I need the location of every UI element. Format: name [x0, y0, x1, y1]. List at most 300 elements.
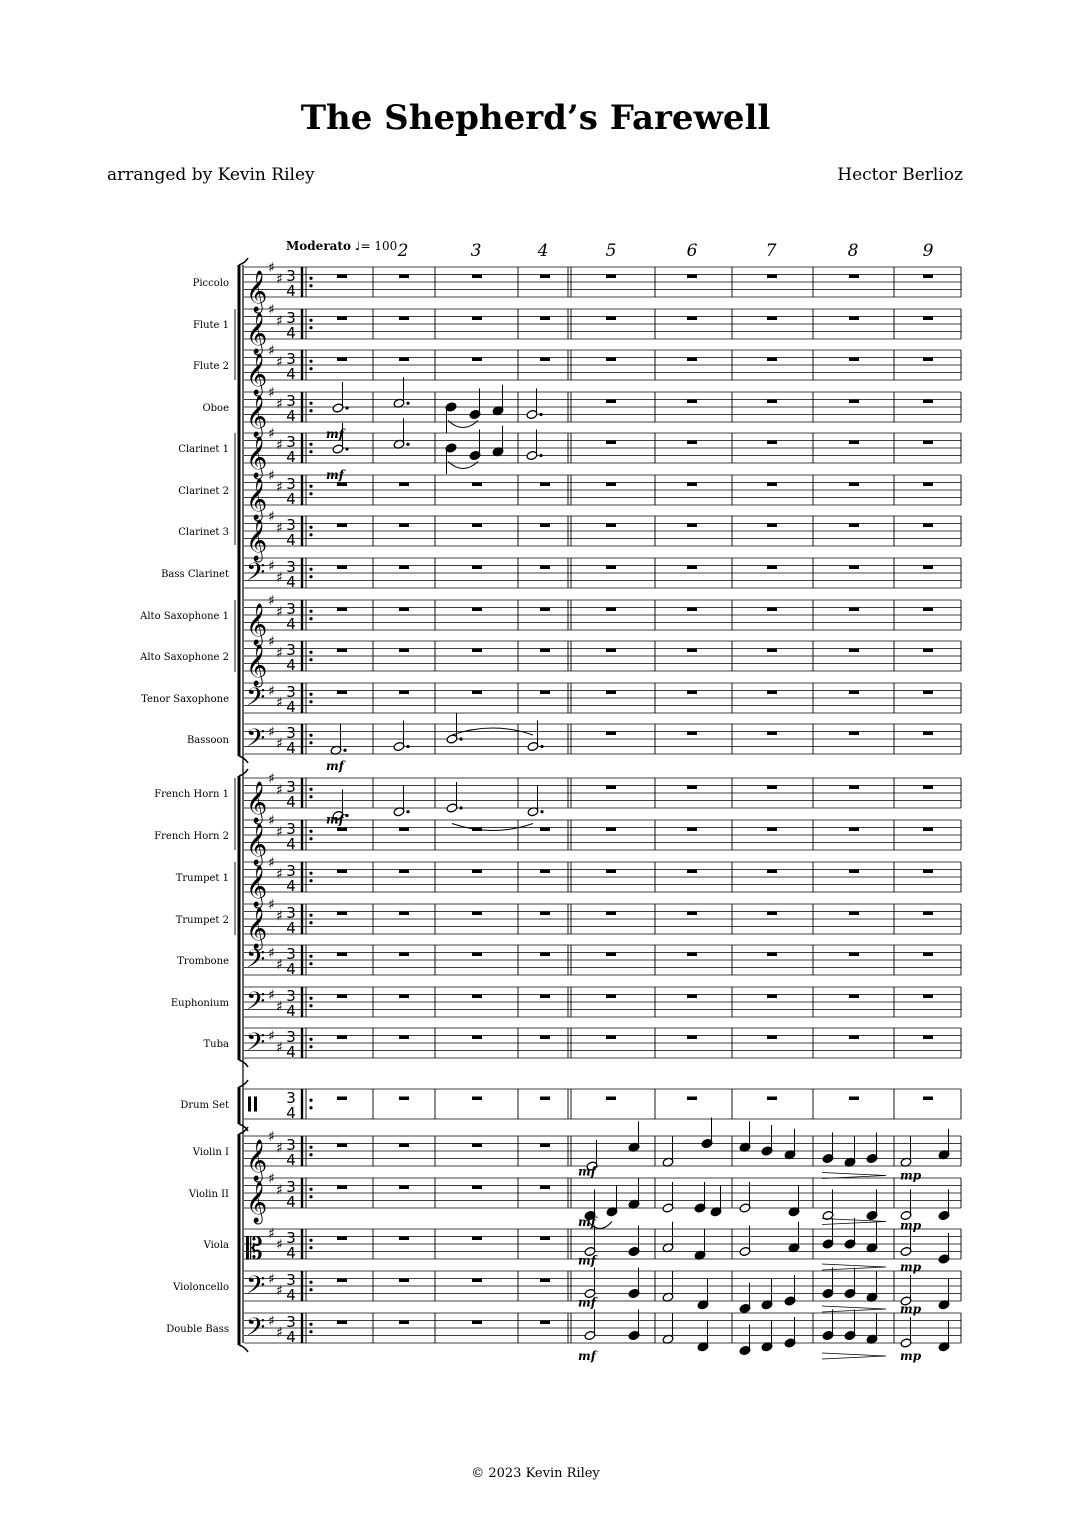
quarter-note-icon: ♩ — [354, 239, 361, 253]
time-signature-bottom: 4 — [286, 960, 296, 978]
bass-clef-icon: 𝄢 — [246, 1313, 266, 1348]
whole-rest — [767, 441, 777, 445]
whole-rest — [767, 317, 777, 321]
whole-rest — [337, 1237, 347, 1241]
repeat-dot — [309, 1246, 312, 1249]
time-signature-bottom: 4 — [286, 324, 296, 342]
time-signature-bottom: 4 — [286, 490, 296, 508]
tempo-bpm: = 100 — [360, 239, 398, 253]
augmentation-dot — [539, 413, 542, 416]
whole-rest — [399, 1186, 409, 1190]
staff-bass-clarinet — [244, 558, 961, 588]
staff-violin-ii — [244, 1178, 961, 1208]
whole-rest — [472, 1144, 482, 1148]
time-signature-bottom: 4 — [286, 531, 296, 549]
repeat-dot — [309, 1188, 312, 1191]
repeat-dot — [309, 319, 312, 322]
measure-number: 3 — [470, 241, 482, 261]
treble-clef-icon: 𝄞 — [246, 645, 268, 686]
time-signature-top: 3 — [286, 433, 296, 451]
whole-rest — [923, 870, 933, 874]
time-signature-bottom: 4 — [286, 1193, 296, 1211]
whole-rest — [767, 995, 777, 999]
whole-rest — [399, 870, 409, 874]
staff-french-horn-1 — [244, 778, 961, 808]
sharp-icon: ♯ — [268, 509, 275, 525]
sharp-icon: ♯ — [276, 1140, 283, 1157]
time-signature-top: 3 — [286, 558, 296, 576]
slur — [448, 462, 478, 469]
whole-rest — [849, 953, 859, 957]
whole-rest — [540, 566, 550, 570]
whole-rest — [472, 524, 482, 528]
whole-rest — [923, 524, 933, 528]
repeat-dot — [309, 955, 312, 958]
whole-rest — [399, 1144, 409, 1148]
whole-rest — [767, 691, 777, 695]
whole-rest — [923, 566, 933, 570]
repeat-dot — [309, 1288, 312, 1291]
sharp-icon: ♯ — [268, 724, 275, 741]
measure-number: 6 — [686, 241, 698, 261]
whole-rest — [849, 995, 859, 999]
whole-rest — [337, 995, 347, 999]
sharp-icon: ♯ — [276, 271, 283, 288]
whole-rest — [540, 1279, 550, 1283]
repeat-dot — [309, 788, 312, 791]
whole-rest — [687, 483, 697, 487]
time-signature-top: 3 — [286, 945, 296, 963]
dynamic-mp: mp — [900, 1349, 922, 1363]
repeat-dot — [309, 914, 312, 917]
augmentation-dot — [459, 806, 462, 809]
sharp-icon: ♯ — [268, 385, 275, 401]
sharp-icon: ♯ — [276, 782, 283, 799]
whole-rest — [472, 608, 482, 612]
whole-rest — [767, 1097, 777, 1101]
repeat-dot — [309, 402, 312, 405]
instrument-name: Violin II — [188, 1189, 229, 1200]
whole-rest — [923, 1036, 933, 1040]
instrument-name: Flute 2 — [192, 361, 229, 372]
sharp-icon: ♯ — [276, 694, 283, 711]
sharp-icon: ♯ — [268, 1129, 275, 1145]
treble-clef-icon: 𝄞 — [246, 1182, 268, 1223]
whole-rest — [399, 691, 409, 695]
whole-rest — [472, 1237, 482, 1241]
whole-rest — [337, 566, 347, 570]
whole-rest — [337, 1036, 347, 1040]
time-signature-top: 3 — [286, 475, 296, 493]
staff-drum-set — [244, 1089, 961, 1119]
whole-rest — [923, 995, 933, 999]
treble-clef-icon: 𝄞 — [246, 604, 268, 645]
whole-rest — [687, 1036, 697, 1040]
whole-rest — [399, 995, 409, 999]
whole-rest — [687, 953, 697, 957]
time-signature-top: 3 — [286, 309, 296, 327]
measure-number: 8 — [847, 241, 859, 261]
sharp-icon: ♯ — [276, 645, 283, 662]
repeat-dot — [309, 610, 312, 613]
sharp-icon: ♯ — [276, 437, 283, 454]
whole-rest — [767, 483, 777, 487]
sharp-icon: ♯ — [268, 813, 275, 829]
whole-rest — [472, 1321, 482, 1325]
bass-clef-icon: 𝄢 — [246, 1028, 266, 1063]
time-signature-bottom: 4 — [286, 793, 296, 811]
whole-rest — [767, 275, 777, 279]
time-signature-bottom: 4 — [286, 1104, 296, 1122]
dynamic-mf: mf — [326, 812, 344, 827]
whole-rest — [606, 691, 616, 695]
whole-rest — [337, 953, 347, 957]
time-signature-bottom: 4 — [286, 698, 296, 716]
whole-rest — [687, 995, 697, 999]
time-signature-bottom: 4 — [286, 656, 296, 674]
sharp-icon: ♯ — [276, 866, 283, 883]
treble-clef-icon: 𝄞 — [246, 782, 268, 823]
instrument-name: Bassoon — [186, 735, 229, 746]
whole-rest — [849, 786, 859, 790]
sharp-icon: ♯ — [276, 313, 283, 330]
instrument-name: Alto Saxophone 2 — [140, 652, 229, 663]
augmentation-dot — [539, 454, 542, 457]
whole-rest — [767, 828, 777, 832]
time-signature-bottom: 4 — [286, 282, 296, 300]
sharp-icon: ♯ — [276, 520, 283, 537]
measure-number: 2 — [397, 241, 409, 261]
time-signature-top: 3 — [286, 904, 296, 922]
whole-rest — [606, 358, 616, 362]
measure-number: 9 — [922, 241, 934, 261]
whole-rest — [540, 358, 550, 362]
staff-tenor-saxophone — [244, 683, 961, 713]
whole-rest — [849, 912, 859, 916]
whole-rest — [337, 1279, 347, 1283]
instrument-name: Clarinet 1 — [178, 444, 229, 455]
whole-rest — [923, 608, 933, 612]
repeat-dot — [309, 443, 312, 446]
sharp-icon: ♯ — [268, 771, 275, 787]
sharp-icon: ♯ — [268, 260, 275, 276]
sharp-icon: ♯ — [276, 1324, 283, 1341]
staff-clarinet-2 — [244, 475, 961, 505]
whole-rest — [399, 483, 409, 487]
repeat-dot — [309, 1004, 312, 1007]
composer-credit: Hector Berlioz — [837, 165, 963, 185]
whole-rest — [606, 786, 616, 790]
time-signature-bottom: 4 — [286, 1002, 296, 1020]
whole-rest — [540, 828, 550, 832]
repeat-dot — [309, 1106, 312, 1109]
sharp-icon: ♯ — [276, 479, 283, 496]
repeat-dot — [309, 1239, 312, 1242]
slur — [452, 824, 533, 831]
staff-double-bass — [244, 1313, 961, 1343]
dynamic-mp: mp — [900, 1168, 922, 1183]
repeat-dot — [309, 1281, 312, 1284]
whole-rest — [687, 566, 697, 570]
whole-rest — [923, 483, 933, 487]
whole-rest — [767, 358, 777, 362]
slur — [448, 421, 478, 428]
whole-rest — [540, 1144, 550, 1148]
time-signature-top: 3 — [286, 987, 296, 1005]
score-title: The Shepherd’s Farewell — [300, 98, 771, 138]
time-signature-bottom: 4 — [286, 739, 296, 757]
whole-rest — [687, 870, 697, 874]
whole-rest — [687, 358, 697, 362]
whole-rest — [767, 732, 777, 736]
repeat-dot — [309, 921, 312, 924]
treble-clef-icon: 𝄞 — [246, 908, 268, 949]
whole-rest — [687, 441, 697, 445]
whole-rest — [606, 732, 616, 736]
repeat-dot — [309, 617, 312, 620]
time-signature-bottom: 4 — [286, 448, 296, 466]
sharp-icon: ♯ — [268, 945, 275, 962]
whole-rest — [540, 1097, 550, 1101]
time-signature-top: 3 — [286, 516, 296, 534]
whole-rest — [606, 400, 616, 404]
whole-rest — [606, 912, 616, 916]
whole-rest — [687, 524, 697, 528]
bracket-hook — [239, 258, 248, 265]
time-signature-top: 3 — [286, 1028, 296, 1046]
time-signature-top: 3 — [286, 1089, 296, 1107]
bass-clef-icon: 𝄢 — [246, 683, 266, 718]
whole-rest — [472, 275, 482, 279]
whole-rest — [923, 400, 933, 404]
instrument-name: Double Bass — [166, 1324, 229, 1335]
staff-alto-saxophone-2 — [244, 641, 961, 671]
whole-rest — [923, 441, 933, 445]
time-signature-top: 3 — [286, 392, 296, 410]
sharp-icon: ♯ — [268, 593, 275, 609]
tempo-text: Moderato — [286, 239, 351, 253]
whole-rest — [540, 649, 550, 653]
whole-rest — [849, 317, 859, 321]
whole-rest — [337, 1186, 347, 1190]
time-signature-bottom: 4 — [286, 919, 296, 937]
repeat-dot — [309, 492, 312, 495]
repeat-dot — [309, 1146, 312, 1149]
augmentation-dot — [345, 447, 348, 450]
treble-clef-icon: 𝄞 — [246, 479, 268, 520]
time-signature-top: 3 — [286, 1136, 296, 1154]
whole-rest — [606, 953, 616, 957]
whole-rest — [849, 566, 859, 570]
whole-rest — [923, 649, 933, 653]
whole-rest — [767, 953, 777, 957]
whole-rest — [849, 358, 859, 362]
instrument-name: Trumpet 2 — [175, 915, 229, 926]
whole-rest — [472, 912, 482, 916]
whole-rest — [923, 358, 933, 362]
whole-rest — [540, 912, 550, 916]
percussion-clef-icon — [248, 1097, 251, 1112]
whole-rest — [337, 912, 347, 916]
augmentation-dot — [406, 443, 409, 446]
augmentation-dot — [540, 745, 543, 748]
staff-trumpet-1 — [244, 862, 961, 892]
staff-alto-saxophone-1 — [244, 600, 961, 630]
whole-rest — [472, 953, 482, 957]
repeat-dot — [309, 409, 312, 412]
whole-rest — [606, 608, 616, 612]
whole-rest — [337, 483, 347, 487]
augmentation-dot — [345, 814, 348, 817]
instrument-name: Alto Saxophone 1 — [140, 611, 229, 622]
dynamic-mp: mp — [900, 1302, 922, 1316]
whole-rest — [472, 317, 482, 321]
instrument-name: French Horn 2 — [154, 831, 229, 842]
whole-rest — [540, 995, 550, 999]
bass-clef-icon: 𝄢 — [246, 1271, 266, 1306]
instrument-name: Piccolo — [192, 278, 229, 289]
whole-rest — [472, 1186, 482, 1190]
sharp-icon: ♯ — [276, 604, 283, 621]
whole-rest — [923, 953, 933, 957]
repeat-dot — [309, 1153, 312, 1156]
whole-rest — [767, 912, 777, 916]
augmentation-dot — [343, 749, 346, 752]
percussion-clef-icon — [254, 1097, 257, 1112]
sharp-icon: ♯ — [268, 897, 275, 913]
sharp-icon: ♯ — [276, 569, 283, 586]
whole-rest — [472, 1097, 482, 1101]
whole-rest — [849, 649, 859, 653]
sharp-icon: ♯ — [268, 1225, 275, 1242]
staff-bassoon — [244, 724, 961, 754]
repeat-dot — [309, 734, 312, 737]
whole-rest — [606, 441, 616, 445]
repeat-dot — [309, 700, 312, 703]
whole-rest — [849, 1036, 859, 1040]
dynamic-mf: mf — [326, 427, 344, 441]
measure-number: 4 — [537, 241, 549, 261]
bass-clef-icon: 𝄢 — [246, 558, 266, 593]
whole-rest — [767, 566, 777, 570]
sharp-icon: ♯ — [276, 735, 283, 752]
time-signature-top: 3 — [286, 267, 296, 285]
alto-clef-icon: 𝄡 — [246, 1232, 263, 1267]
whole-rest — [849, 483, 859, 487]
repeat-dot — [309, 575, 312, 578]
whole-rest — [687, 732, 697, 736]
whole-rest — [540, 317, 550, 321]
sharp-icon: ♯ — [268, 1271, 275, 1288]
whole-rest — [472, 870, 482, 874]
whole-rest — [540, 275, 550, 279]
repeat-dot — [309, 284, 312, 287]
time-signature-bottom: 4 — [286, 573, 296, 591]
repeat-dot — [309, 1045, 312, 1048]
time-signature-bottom: 4 — [286, 407, 296, 425]
whole-rest — [399, 275, 409, 279]
time-signature-top: 3 — [286, 724, 296, 742]
repeat-dot — [309, 741, 312, 744]
whole-rest — [540, 691, 550, 695]
whole-rest — [767, 649, 777, 653]
time-signature-top: 3 — [286, 862, 296, 880]
sharp-icon: ♯ — [276, 1039, 283, 1056]
whole-rest — [606, 828, 616, 832]
sharp-icon: ♯ — [268, 1313, 275, 1330]
whole-rest — [687, 400, 697, 404]
whole-rest — [399, 1237, 409, 1241]
time-signature-top: 3 — [286, 1271, 296, 1289]
repeat-dot — [309, 658, 312, 661]
sharp-icon: ♯ — [268, 468, 275, 484]
whole-rest — [687, 828, 697, 832]
sharp-icon: ♯ — [268, 1028, 275, 1045]
whole-rest — [337, 1097, 347, 1101]
whole-rest — [767, 400, 777, 404]
augmentation-dot — [406, 745, 409, 748]
whole-rest — [472, 483, 482, 487]
whole-rest — [923, 912, 933, 916]
repeat-dot — [309, 693, 312, 696]
whole-rest — [767, 786, 777, 790]
time-signature-top: 3 — [286, 641, 296, 659]
dynamic-mf: mf — [578, 1349, 596, 1363]
instrument-name: Violoncello — [173, 1282, 229, 1293]
repeat-dot — [309, 830, 312, 833]
whole-rest — [849, 691, 859, 695]
repeat-dot — [309, 872, 312, 875]
dynamic-mf: mf — [326, 468, 344, 482]
whole-rest — [399, 912, 409, 916]
whole-rest — [767, 524, 777, 528]
bass-clef-icon: 𝄢 — [246, 987, 266, 1022]
whole-rest — [540, 524, 550, 528]
whole-rest — [687, 275, 697, 279]
staff-tuba — [244, 1028, 961, 1058]
sharp-icon: ♯ — [276, 1182, 283, 1199]
staff-french-horn-2 — [244, 820, 961, 850]
repeat-dot — [309, 997, 312, 1000]
repeat-dot — [309, 533, 312, 536]
treble-clef-icon: 𝄞 — [246, 271, 268, 312]
whole-rest — [399, 1279, 409, 1283]
repeat-dot — [309, 795, 312, 798]
staff-flute-2 — [244, 350, 961, 380]
instrument-name: Tenor Saxophone — [141, 694, 229, 705]
repeat-dot — [309, 326, 312, 329]
whole-rest — [337, 649, 347, 653]
sharp-icon: ♯ — [268, 634, 275, 650]
whole-rest — [337, 828, 347, 832]
instrument-name: Euphonium — [170, 998, 229, 1009]
treble-clef-icon: 𝄞 — [246, 1140, 268, 1181]
repeat-dot — [309, 450, 312, 453]
whole-rest — [923, 828, 933, 832]
whole-rest — [606, 483, 616, 487]
dynamic-mf: mf — [578, 1215, 596, 1229]
repeat-dot — [309, 277, 312, 280]
whole-rest — [687, 691, 697, 695]
instrument-name: Trombone — [177, 956, 229, 967]
whole-rest — [767, 1036, 777, 1040]
copyright-footer: © 2023 Kevin Riley — [471, 1466, 600, 1481]
whole-rest — [337, 524, 347, 528]
augmentation-dot — [345, 406, 348, 409]
staff-oboe — [244, 392, 961, 422]
repeat-dot — [309, 879, 312, 882]
augmentation-dot — [406, 402, 409, 405]
